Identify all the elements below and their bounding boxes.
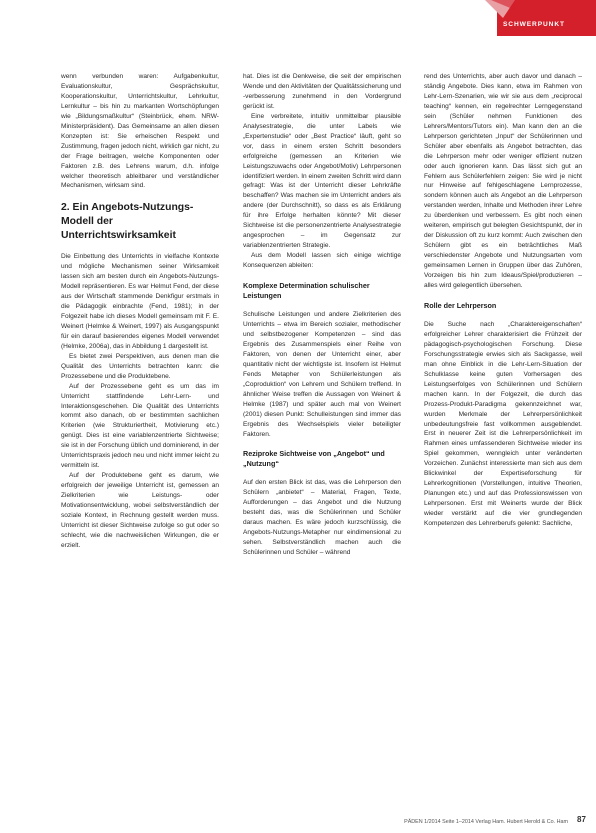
paragraph: Aus dem Modell lassen sich einige wichtige Konsequenzen ableiten: bbox=[243, 252, 401, 270]
subsection-heading: Komplexe Determination schulischer Leistungen bbox=[243, 281, 370, 301]
section-label: SCHWERPUNKT bbox=[503, 21, 565, 28]
decorative-pattern-icon bbox=[485, 0, 515, 18]
paragraph: Auf den ersten Blick ist das, was die Lehrperson den Schülern „anbietet“ – Material, Fragen, Texte, Aufforderungen – das Angebot und die Nutzung besteht das, was die Schülerinnen und Schüler daraus machen. Es wäre jedoch kurzschlüssig, die Angebots-Nutzungs-Metapher nur eindimensional zu sehen. Selbstverständlich machen auch die Schülerinnen und Schüler – während bbox=[243, 479, 401, 557]
page-number: 87 bbox=[577, 815, 586, 824]
paragraph: Eine verbreitete, intuitiv unmittelbar plausible Analysestrategie, die unter Labels wie „Expertenstudie“ oder „Best Practice“ läuft, geht so vor, dass in einem ersten Schritt besonders erfolgreiche (gemessen an Kriterien wie Leistungszuwachs oder Angebot/Motiv) Lehrpersonen identifiziert werden. In einem zweiten Schritt wird dann gefragt: Was ist der Unterricht dieser Lehrkräfte beschaffen? Was machen sie im Unterricht anders als andere (der Durchschnitt), so dass es als Erklärung für ihre Erfolge herhalten könnte? Mit dieser Sichtweise ist die personenzentrierte Analysestrategie angesprochen – im Gegensatz zur variablenzentrierten Strategie. bbox=[243, 112, 401, 250]
paragraph: Schulische Leistungen und andere Zielkriterien des Unterrichts – etwa im Bereich sozialer, methodischer und selbstbezogener Kompetenzen – sind das Ergebnis des Zusammenspiels einer Reihe von Faktoren, von denen der Unterricht einer, aber quantitativ nicht der wichtigste ist. Insofern ist Helmut Fends Metapher von Schülerleistungen als „Coproduktion“ von Lehrern und Schülern treffend. In ähnlicher Weise treffen die Aussagen von Weinert & Helmke (1987) und später auch mal von Weinert (2001) diesen Punkt: Schulleistungen sind immer das Ergebnis des Wechselspiels vieler beteiligter Faktoren. bbox=[243, 311, 401, 438]
paragraph: rend des Unterrichts, aber auch davor und danach – ständig Angebote. Dies kann, etwa im Rahmen von Lehr-Lern-Szenarien, wie wir sie aus dem „reciprocal teaching“ kennen, ein regelrechter Lerngegenstand sein (Schüler nehmen Funktionen des Lehrers/Mentors/Tutors ein). Man kann den an die Lehrperson gerichteten „Input“ der Schülerinnen und Schüler aber ebenfalls als Angebot betrachten, das die Lehrperson mehr oder weniger effizient nutzen oder auch ignorieren kann. Das lässt sich gut an Fehlern aus Schülerfehlern zeigen: Sie wird je nicht nur Hinweise auf fehlgeschlagene Lernprozesse, sondern können auch als Angebot an die Lehrperson verstanden werden, Inhalte und Methoden ihrer Lehre zu überdenken und verbessern. Es gibt noch einen weiteren, empirisch gut belegten Gesichtspunkt, der in der Diskussion oft zu kurz kommt: Auch zwischen den Schülern gibt es ein beträchtliches Maß verschiedenster Angebote und Nutzungsarten vom gemeinsamen Lernen in Gruppen über das Zuhören, Vorzeigen bis hin zum Ideaus/Spiel/produzieren – alles wird gelegentlich übersehen. bbox=[424, 73, 582, 290]
paragraph: Auf der Prozessebene geht es um das im Unterricht stattfindende Lehr-Lern- und Interaktionsgeschehen. Die Qualität des Unterrichts kommt also danach, ob er bestimmten sachlichen Kriterien (wie Strukturiertheit, Motivierung etc.) genügt. Dies ist eine variablenzentrierte Sichtweise; sie ist in der Forschung üblich und dominierend, in der Unterrichtspraxis jedoch neu und nicht immer leicht zu vermitteln ist. bbox=[61, 382, 219, 470]
text-column-2 bbox=[243, 72, 401, 558]
text-column-3 bbox=[424, 72, 582, 529]
paragraph: Auf der Produktebene geht es darum, wie erfolgreich der jeweilige Unterricht ist, gemessen an Zielkriterien wie Leistungs- oder Motivationsentwicklung, wobei selbstverständlich der soziale Kontext, in Rechnung gestellt werden muss. Unterricht ist dieser Sichtweise zufolge so gut oder so schlecht, wie die nachweislichen Wirkungen, die er erzielt. bbox=[61, 472, 219, 549]
paragraph: wenn verbunden waren: Aufgabenkultur, Evaluationskultur, Gesprächskultur, Kooperationskultur, Unterrichtskultur, Lehrkultur, Lernkultur – bis hin zu markanten Wortschöpfungen wie „Bildungsmaßkultur“ (Steinbrück, ehem. NRW-Ministerpräsident). Das Gemeinsame an allen diesen Konzepten ist: Sie erheischen Respekt und Zustimmung, fragen jedoch nicht, wirklich gar nicht, zu der Frage beitragen, welche Komponenten oder Faktoren z.B. des Lehrens warum, d.h. infolge welcher theoretisch ableitbarer und verständlicher Mechanismen, wirksam sind. bbox=[61, 73, 219, 190]
paragraph: Die Suche nach „Charaktereigenschaften“ erfolgreicher Lehrer charakterisiert die Frühzeit der pädagogisch-psychologischen Forschung. Diese Forschungsstrategie erwies sich als Sackgasse, weil man ohne Einblick in die Lehr-Lern-Situation der Schulklasse keine guten Vorhersagen des Leistungserfolges von Schülerinnen und Schülern machen kann. In der Folgezeit, die durch das Prozess-Produkt-Paradigma gekennzeichnet war, wurden Merkmale der Lehrerpersönlichkeit unbedeutungsfreie fast vollkommen ausgeblendet. Erst in neuerer Zeit ist die Lehrerpersönlichkeit im Rahmen eines umfassenderen Sichtweise wieder ins Spiel gekommen, wenngleich unter veränderten Vorzeichen. Zunächst interessierte man sich aus dem Blickwinkel der Expertiseforschung für Lehrerkognitionen (Vorstellungen, intuitive Theorien, Planungen etc.) und auf das Professionswissen von Lehrpersonen. Erst mit Weinerts wurde der Blick wieder verstärkt auf die vier grundlegenden Kompetenzen des Lehrerberufs gelenkt: Sachliche, bbox=[424, 320, 582, 528]
paragraph: Es bietet zwei Perspektiven, aus denen man die Qualität des Unterrichts betrachten kann: die Prozessebene und die Produktebene. bbox=[61, 352, 219, 380]
footer-citation: PÄDEN 1/2014 Seite 1–2014 Verlag Ham. Hubert Herold & Co. Ham bbox=[404, 819, 568, 825]
text-column-1 bbox=[61, 72, 219, 551]
paragraph: Die Einbettung des Unterrichts in vielfache Kontexte und mögliche Mechanismen seiner Wirksamkeit lassen sich am besten durch ein Angebots-Nutzungs-Modell repräsentieren. Es war Helmut Fend, der diese aus der Wirtschaft stammende Denkfigur erstmals in die Pädagogik einbrachte (Fend, 1981); in der Folgezeit habe ich dieses Modell gemeinsam mit F. E. Weinert (Helmke & Weinert, 1997) als Ausgangspunkt für ein darauf basierendes eigenes Modell verwendet (Helmke, 2006a), das in Abbildung 1 dargestellt ist. bbox=[61, 253, 219, 350]
paragraph: hat. Dies ist die Denkweise, die seit der empirischen Wende und den Aktivitäten der Qualitätssicherung und -verbesserung zunehmend in den Vordergrund gerückt ist. bbox=[243, 73, 401, 110]
subsection-heading: Reziproke Sichtweise von „Angebot“ und „Nutzung“ bbox=[243, 449, 385, 469]
subsection-heading: Rolle der Lehrperson bbox=[424, 300, 497, 310]
section-heading: 2. Ein Angebots-Nutzungs-Modell der Unterrichtswirksamkeit bbox=[61, 202, 194, 241]
